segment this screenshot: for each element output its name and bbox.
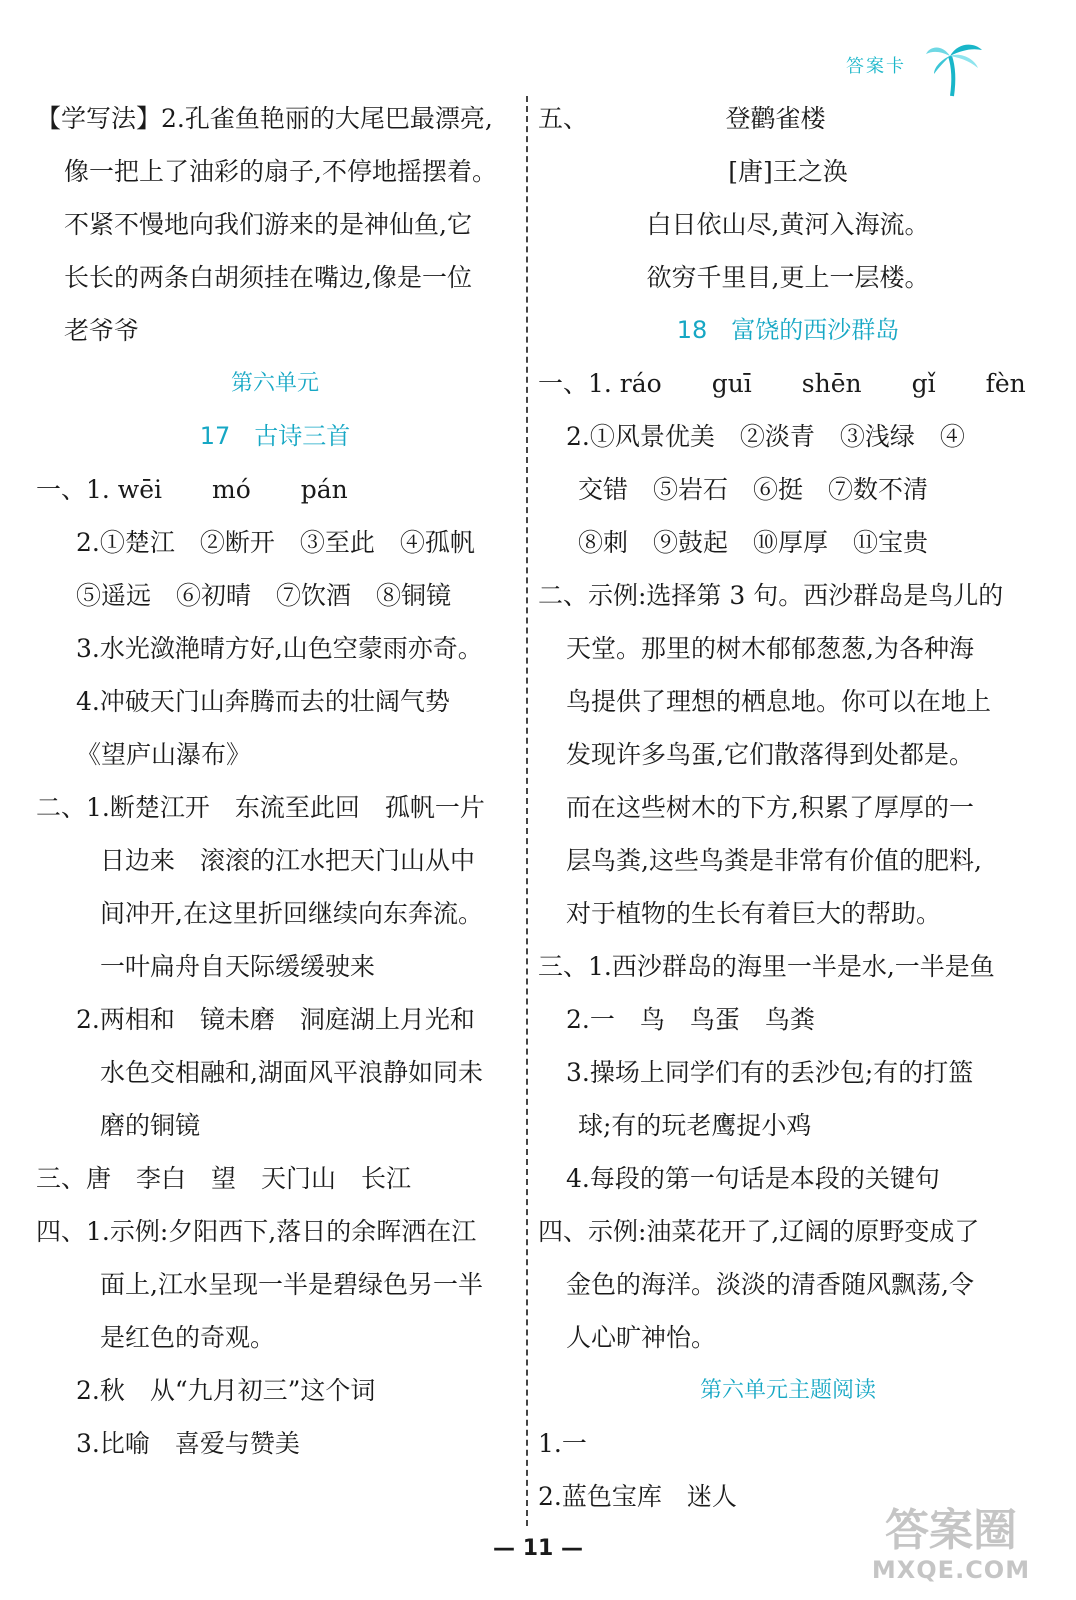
answer-line: 面上,江水呈现一半是碧绿色另一半: [100, 1270, 483, 1299]
answer-line: 2.秋 从“九月初三”这个词: [76, 1376, 376, 1405]
section-heading: 17 古诗三首: [199, 422, 351, 450]
answer-line: 白日依山尽,黄河入海流。: [646, 210, 930, 239]
answer-line: ⑧刺 ⑨鼓起 ⑩厚厚 ⑪宝贵: [578, 528, 929, 557]
answer-line: 三、1.西沙群岛的海里一半是水,一半是鱼: [538, 952, 995, 981]
answer-line: 欲穷千里目,更上一层楼。: [646, 263, 930, 292]
answer-line: 四、示例:油菜花开了,辽阔的原野变成了: [538, 1217, 980, 1246]
answer-line: 人心旷神怡。: [566, 1323, 717, 1352]
answer-line: 长长的两条白胡须挂在嘴边,像是一位: [64, 263, 472, 292]
watermark: [846, 1506, 1056, 1592]
answer-line: 一叶扁舟自天际缓缓驶来: [100, 952, 376, 981]
answer-line: 【学写法】2.孔雀鱼艳丽的大尾巴最漂亮,: [36, 104, 493, 133]
answer-line: 2.一 鸟 鸟蛋 鸟粪: [566, 1005, 815, 1034]
header: [836, 38, 1006, 98]
answer-line: 水色交相融和,湖面风平浪静如同未: [100, 1058, 483, 1087]
answer-line: 二、1.断楚江开 东流至此回 孤帆一片: [36, 793, 485, 822]
answer-line: 2.蓝色宝库 迷人: [538, 1482, 737, 1511]
answer-line: 对于植物的生长有着巨大的帮助。: [566, 899, 942, 928]
answer-line: 间冲开,在这里折回继续向东奔流。: [100, 899, 483, 928]
section-heading: 18 富饶的西沙群岛: [676, 316, 900, 344]
answer-line: 鸟提供了理想的栖息地。你可以在地上: [566, 687, 992, 716]
answer-line: 五、 登鹳雀楼: [538, 104, 826, 133]
answer-line: 3.比喻 喜爱与赞美: [76, 1429, 300, 1458]
answer-line: 一、1. wēi mó pán: [36, 475, 348, 504]
answer-line: 而在这些树木的下方,积累了厚厚的一: [566, 793, 974, 822]
answer-line: 《望庐山瀑布》: [76, 740, 252, 769]
answer-line: 金色的海洋。淡淡的清香随风飘荡,令: [566, 1270, 974, 1299]
answer-line: 磨的铜镜: [100, 1111, 201, 1140]
answer-line: 2.①楚江 ②断开 ③至此 ④孤帆: [76, 528, 475, 557]
answer-line: ⑤遥远 ⑥初晴 ⑦饮酒 ⑧铜镜: [76, 581, 452, 610]
answer-line: 交错 ⑤岩石 ⑥挺 ⑦数不清: [578, 475, 929, 504]
answer-line: 3.水光潋滟晴方好,山色空蒙雨亦奇。: [76, 634, 483, 663]
answer-line: 三、唐 李白 望 天门山 长江: [36, 1164, 412, 1193]
section-heading: 第六单元主题阅读: [699, 1378, 876, 1403]
palm-tree-icon: [924, 38, 988, 98]
answer-line: 层鸟粪,这些鸟粪是非常有价值的肥料,: [566, 846, 982, 875]
answer-line: 发现许多鸟蛋,它们散落得到处都是。: [566, 740, 974, 769]
left-column: [36, 92, 514, 1470]
answer-line: 像一把上了油彩的扇子,不停地摇摆着。: [64, 157, 497, 186]
section-heading: 第六单元: [230, 371, 319, 396]
answer-line: 天堂。那里的树木郁郁葱葱,为各种海: [566, 634, 974, 663]
header-label: 答案卡: [846, 56, 906, 77]
answer-line: 3.操场上同学们有的丢沙包;有的打篮: [566, 1058, 974, 1087]
answer-line: 老爷爷: [64, 316, 140, 345]
answer-line: 二、示例:选择第 3 句。西沙群岛是鸟儿的: [538, 581, 1004, 610]
watermark-logo-text: 答案圈: [885, 1505, 1017, 1556]
column-divider: [526, 96, 528, 1526]
answer-line: 是红色的奇观。: [100, 1323, 276, 1352]
answer-line: 4.冲破天门山奔腾而去的壮阔气势: [76, 687, 450, 716]
page-number: — 11 —: [493, 1536, 583, 1561]
answer-line: 日边来 滚滚的江水把天门山从中: [100, 846, 476, 875]
answer-line: 2.两相和 镜未磨 洞庭湖上月光和: [76, 1005, 475, 1034]
answer-line: 1.一: [538, 1429, 587, 1458]
answer-line: 四、1.示例:夕阳西下,落日的余晖洒在江: [36, 1217, 477, 1246]
answer-line: 4.每段的第一句话是本段的关键句: [566, 1164, 940, 1193]
answer-line: 一、1. ráo guī shēn gǐ fèn: [538, 369, 1026, 398]
watermark-url: MXQE.COM: [871, 1556, 1031, 1584]
right-column: [538, 92, 1038, 1523]
answer-line: [唐]王之涣: [728, 157, 848, 186]
answer-line: 不紧不慢地向我们游来的是神仙鱼,它: [64, 210, 472, 239]
answer-line: 2.①风景优美 ②淡青 ③浅绿 ④: [566, 422, 965, 451]
answer-line: 球;有的玩老鹰捉小鸡: [578, 1111, 812, 1140]
